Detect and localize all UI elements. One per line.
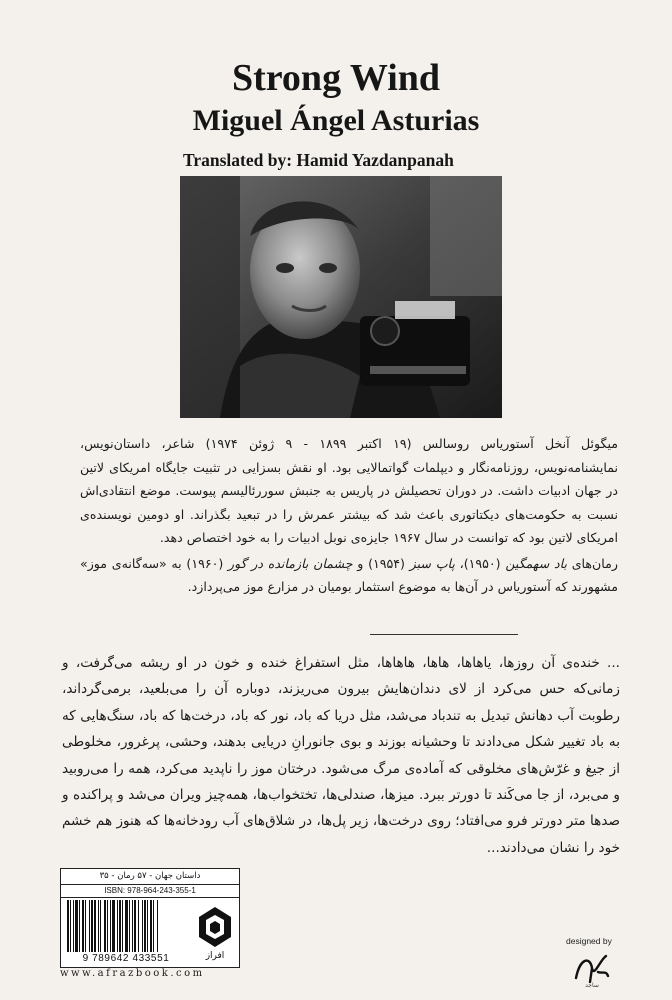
barcode-bar — [85, 900, 86, 952]
novel-excerpt: ... خنده‌ی آن روزها، یاهاها، هاها، هاهاها، مثل استفراغ خنده و خون در او ریشه می‌گرفت، و زمانی‌که حس می‌کرد از لای دندان‌هایش بیرون می‌ریزند، دوباره آن را می‌بلعید، برمی‌گرداند، رطوبت آب دهانش تبدیل به تندباد می‌شد، مثل دریا که باد، نور که باد، درخت‌ها که باد، سنگ‌هایی که به باد تغییر شکل می‌دادند تا وحشیانه بوزند و بوی جانورانِ دریایی بدهند، وحشی، پرغرور، مخلوطی از جیغ و غرّش‌های مخلوقی که آماده‌ی مرگ می‌شود. درختان موز را ناپدید می‌کرد، همه را می‌روبید و می‌برد، از جا می‌کَند تا دورتر ببرد. میزها، صندلی‌ها، تختخواب‌ها، همه‌چیز ویران می‌شد و پراکنده و صدها متر دورتر فرو می‌افتاد؛ روی درخت‌ها، زیر پل‌ها، در شلاق‌های آب رودخانه‌ها که هنوز هم خشم خود را نشان می‌دادند... — [62, 655, 620, 856]
novel-title-1: باد سهمگین — [505, 555, 567, 571]
barcode-bar — [91, 900, 93, 952]
barcode-bar — [147, 900, 148, 952]
barcode-bar — [132, 900, 133, 952]
designer-signature — [570, 948, 614, 988]
barcode-bar — [79, 900, 80, 952]
publisher-website[interactable]: www.afrazbook.com — [60, 968, 205, 979]
barcode-bar — [73, 900, 74, 952]
barcode-bar — [129, 900, 130, 952]
barcode — [67, 900, 185, 952]
bio-novels — [80, 552, 618, 599]
designed-by-label: designed by — [566, 936, 612, 946]
series-info: داستان جهان - ۵۷ رمان - ۳۵ — [61, 869, 239, 885]
barcode-bar — [107, 900, 108, 952]
barcode-bar — [82, 900, 84, 952]
barcode-bar — [117, 900, 118, 952]
barcode-bar — [119, 900, 121, 952]
novel-year-2: (۱۹۵۴) و — [357, 555, 405, 571]
novel-title-3: چشمان بازمانده در گور — [228, 555, 353, 571]
novels-intro: رمان‌های — [571, 555, 618, 571]
barcode-digits: 9 789642 433551 — [82, 953, 170, 964]
barcode-bar — [153, 900, 154, 952]
author-photo — [180, 176, 502, 418]
barcode-bar — [157, 900, 158, 952]
barcode-bar — [125, 900, 128, 952]
isbn-number: ISBN: 978-964-243-355-1 — [61, 884, 239, 898]
barcode-bar — [67, 900, 69, 952]
barcode-bar — [75, 900, 78, 952]
bio-paragraph: میگوئل آنخل آستوریاس روسالس (۱۹ اکتبر ۱۸۹۹ - ۹ ژوئن ۱۹۷۴) شاعر، داستان‌نویس، نمایشنامه‌نویس، روزنامه‌نگار و دیپلمات گواتمالایی بود. او نقش بسزایی در تثبیت جایگاه امریکای لاتین در جهان ادبیات داشت. در دوران تحصیلش در پاریس به جنبش سوررئالیسم پیوست. موضع انتقادی‌اش نسبت به حکومت‌های دیکتاتوری باعث شد که بیشتر عمرش را در تبعید بگذراند. او دومین نویسنده‌ی امریکای لاتین بود که توانست در سال ۱۹۶۷ جایزه‌ی نوبل ادبیات را به خود اختصاص دهد. — [80, 436, 618, 545]
book-title: Strong Wind — [231, 57, 441, 99]
barcode-bar — [110, 900, 111, 952]
barcode-bar — [144, 900, 146, 952]
barcode-bar — [100, 900, 101, 952]
barcode-bar — [98, 900, 99, 952]
barcode-bar — [134, 900, 136, 952]
author-name: Miguel Ángel Asturias — [192, 104, 480, 137]
barcode-bar — [138, 900, 139, 952]
barcode-bar — [94, 900, 96, 952]
publisher-logo — [197, 905, 233, 961]
barcode-panel — [60, 868, 240, 968]
barcode-bar — [112, 900, 115, 952]
barcode-bar — [150, 900, 152, 952]
barcode-bar — [89, 900, 90, 952]
novel-title-2: پاپ سبز — [409, 555, 455, 571]
designer-mark-text: ساجد — [585, 982, 599, 988]
translator-credit: Translated by: Hamid Yazdanpanah — [183, 150, 454, 170]
barcode-bar — [104, 900, 106, 952]
barcode-bar — [122, 900, 123, 952]
novel-year-1: (۱۹۵۰)، — [459, 555, 501, 571]
novel-year-3: (۱۹۶۰) به «سه‌گانه‌ی موز» مشهورند که آستوریاس در آن‌ها به موضوع استثمار بومیان در مزارع موز می‌پردازد. — [80, 555, 618, 594]
section-divider — [370, 634, 518, 635]
barcode-bar — [70, 900, 71, 952]
author-biography — [80, 432, 618, 599]
publisher-logo-text: افراز — [205, 951, 225, 961]
barcode-bar — [142, 900, 143, 952]
